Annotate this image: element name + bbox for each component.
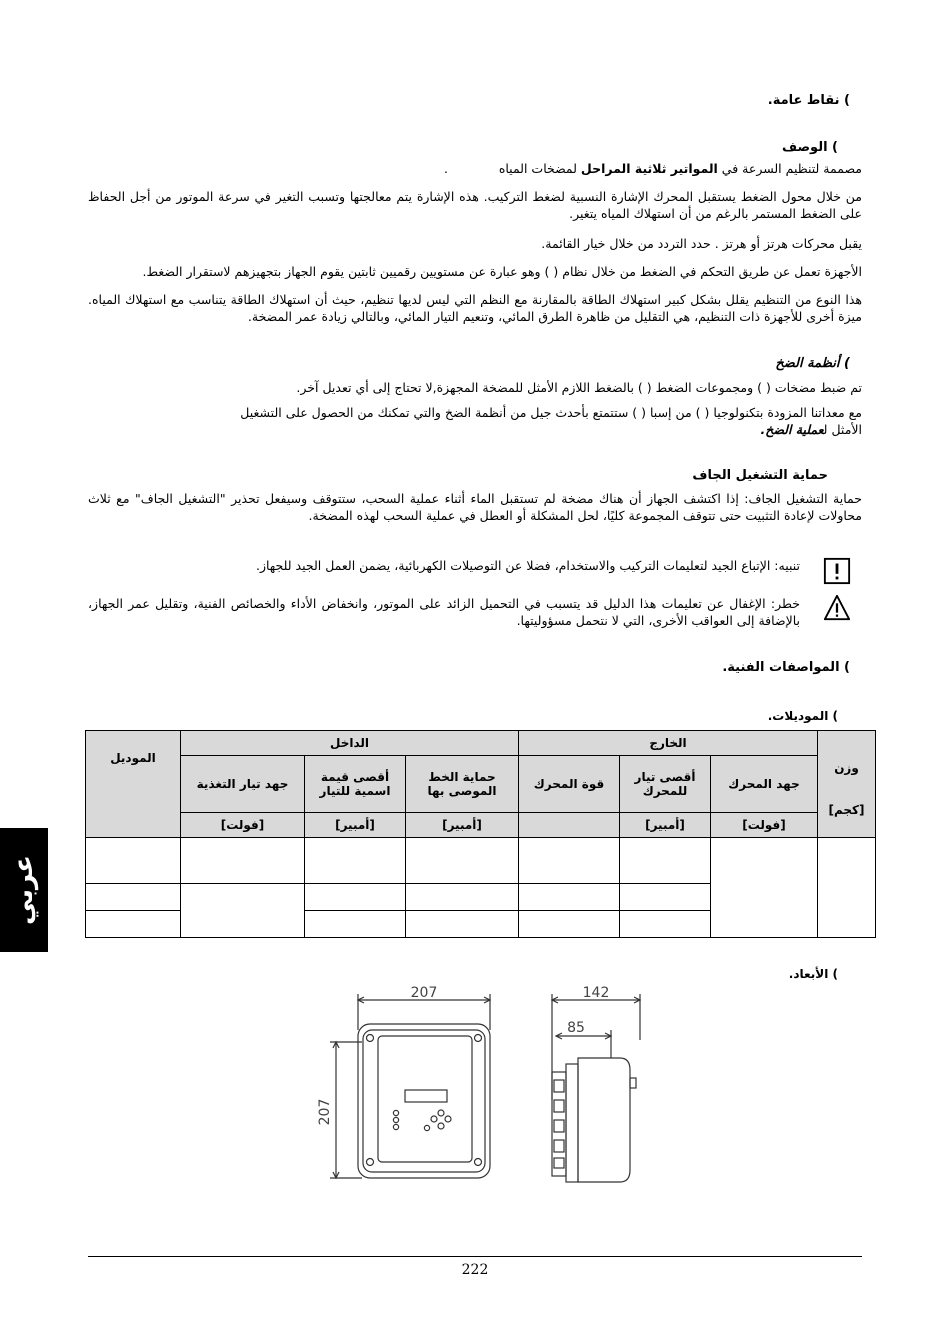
output-header: الخارج xyxy=(519,731,818,756)
language-tab-label: عربي xyxy=(9,854,40,926)
description-para4: الأجهزة تعمل عن طريق التحكم في الضغط من خلال نظام ( ) وهو عبارة عن مستويين رقميين ثابتين يقوم الجهاز بتجهيزهم لاستقرار الضغط. xyxy=(142,264,862,279)
weight-header: وزن [كجم] xyxy=(818,731,876,838)
model-header: الموديل xyxy=(86,731,181,838)
in-col-voltage: جهد تيار التغذية xyxy=(181,756,305,813)
in-unit-protection: [أمبير] xyxy=(406,813,519,838)
side-inner-label: 85 xyxy=(567,1020,585,1036)
caution-text: تنبيه: الإتباع الجيد لتعليمات التركيب والاستخدام، فضلا عن التوصيلات الكهربائية، يضمن العمل الجيد للجهاز. xyxy=(255,558,800,573)
side-depth-label: 142 xyxy=(582,985,610,1001)
table-cell xyxy=(711,838,818,938)
table-cell xyxy=(519,884,620,911)
table-cell xyxy=(181,884,305,938)
dryrun-heading: حماية التشغيل الجاف xyxy=(692,468,828,483)
input-header: الداخل xyxy=(181,731,519,756)
table-cell xyxy=(519,911,620,938)
specs-heading: ) المواصفات الفنية. xyxy=(722,660,850,675)
table-cell xyxy=(406,884,519,911)
table-cell xyxy=(406,911,519,938)
caution-icon xyxy=(822,557,852,585)
pumping-para2-end-plain: الأمثل ل xyxy=(823,422,862,437)
table-cell xyxy=(406,838,519,884)
general-heading: ) نقاط عامة. xyxy=(767,93,850,108)
table-cell xyxy=(181,838,305,884)
table-cell xyxy=(86,884,181,911)
description-heading: ) الوصف xyxy=(782,140,838,155)
table-cell xyxy=(86,838,181,884)
in-unit-voltage: [فولت] xyxy=(181,813,305,838)
in-col-protection: حماية الخط الموصى بها xyxy=(406,756,519,813)
models-table xyxy=(85,730,876,938)
table-cell xyxy=(305,911,406,938)
description-para3: يقبل محركات هرتز أو هرتز . حدد التردد من خلال خيار القائمة. xyxy=(541,236,862,251)
table-cell xyxy=(620,884,711,911)
dryrun-para: حماية التشغيل الجاف: إذا اكتشف الجهاز أن هناك مضخة لم تستقبل الماء أثناء عملية السحب، ستتوقف وسيفعل تحذير "التشغيل الجاف" مع ثلاث محاولات لإعادة التثبيت حتى تتوقف المجموعة كليًا، لحل المشكلة أو العطل في عملية السحب لهذه المضخة. xyxy=(88,491,862,523)
pumping-para2: مع معداتنا المزودة بتكنولوجيا ( ) من إسبا ( ) ستتمتع بأحدث جيل من أنظمة الضخ والتي تمكنك من الحصول على التشغيل xyxy=(240,405,862,420)
pumping-para2-end-italic: عملية الضخ. xyxy=(760,422,824,437)
description-line1-dot: . xyxy=(444,161,448,176)
description-line1-suffix: لمضخات المياه xyxy=(498,161,581,176)
pumping-heading: ) أنظمة الضخ xyxy=(775,356,850,371)
out-col-voltage: جهد المحرك xyxy=(711,756,818,813)
description-para5: هذا النوع من التنظيم يقلل بشكل كبير استهلاك الطاقة بالمقارنة مع النظم التي ليس لديها تنظيم، حيث أن استهلاك الطاقة يتناسب مع استهلاك المياه. ميزة أخرى للأجهزة ذات التنظيم، هي التقليل من ظاهرة الطرق المائي، وتنعيم التيار المائي، وبالتالي زيادة عمر المضخة. xyxy=(88,292,862,324)
table-cell xyxy=(620,911,711,938)
table-cell xyxy=(519,838,620,884)
models-heading: ) الموديلات. xyxy=(767,709,838,723)
danger-icon xyxy=(822,594,852,622)
danger-text: خطر: الإغفال عن تعليمات هذا الدليل قد يتسبب في التحميل الزائد على الموتور، وانخفاض الأداء والخصائص الفنية، وتقليل عمر الجهاز، بالإضافة إلى العواقب الأخرى، التي لا نتحمل مسؤوليتها. xyxy=(88,596,800,628)
table-cell xyxy=(620,838,711,884)
description-line1 xyxy=(499,160,862,177)
description-para2: من خلال محول الضغط يستقبل المحرك الإشارة النسبية لضغط التركيب. هذه الإشارة يتم معالجتها وتسبب التغير في سرعة الموتور من أجل الحفاظ على الضغط المستمر بالرغم من أن استهلاك المياه يتغير. xyxy=(88,189,862,221)
pumping-para1: تم ضبط مضخات ( ) ومجموعات الضغط ( ) بالضغط اللازم الأمثل للمضخة المجهزة,لا تحتاج إلى أي تعديل آخر. xyxy=(296,380,862,395)
out-unit-power xyxy=(519,813,620,838)
out-col-power: قوة المحرك xyxy=(519,756,620,813)
table-cell xyxy=(305,838,406,884)
description-line1-bold: المواتير ثلاثية المراحل xyxy=(580,161,718,176)
out-unit-voltage: [فولت] xyxy=(711,813,818,838)
dimensions-heading: ) الأبعاد. xyxy=(788,967,838,981)
in-col-max-current: أقصى قيمة اسمية للتيار xyxy=(305,756,406,813)
in-unit-current: [أمبير] xyxy=(305,813,406,838)
pumping-para2-end xyxy=(761,421,863,438)
footer-divider xyxy=(88,1256,862,1257)
description-line1-prefix: مصممة لتنظيم السرعة في xyxy=(717,161,862,176)
table-cell xyxy=(86,911,181,938)
page-number: 222 xyxy=(461,1262,489,1278)
out-col-max-current: أقصى تيار للمحرك xyxy=(620,756,711,813)
table-cell xyxy=(818,838,876,938)
out-unit-current: [أمبير] xyxy=(620,813,711,838)
dimensions-drawing xyxy=(300,980,660,1190)
language-tab xyxy=(0,828,48,952)
table-cell xyxy=(305,884,406,911)
front-width-label: 207 xyxy=(410,985,438,1001)
front-height-label: 207 xyxy=(317,1098,333,1126)
